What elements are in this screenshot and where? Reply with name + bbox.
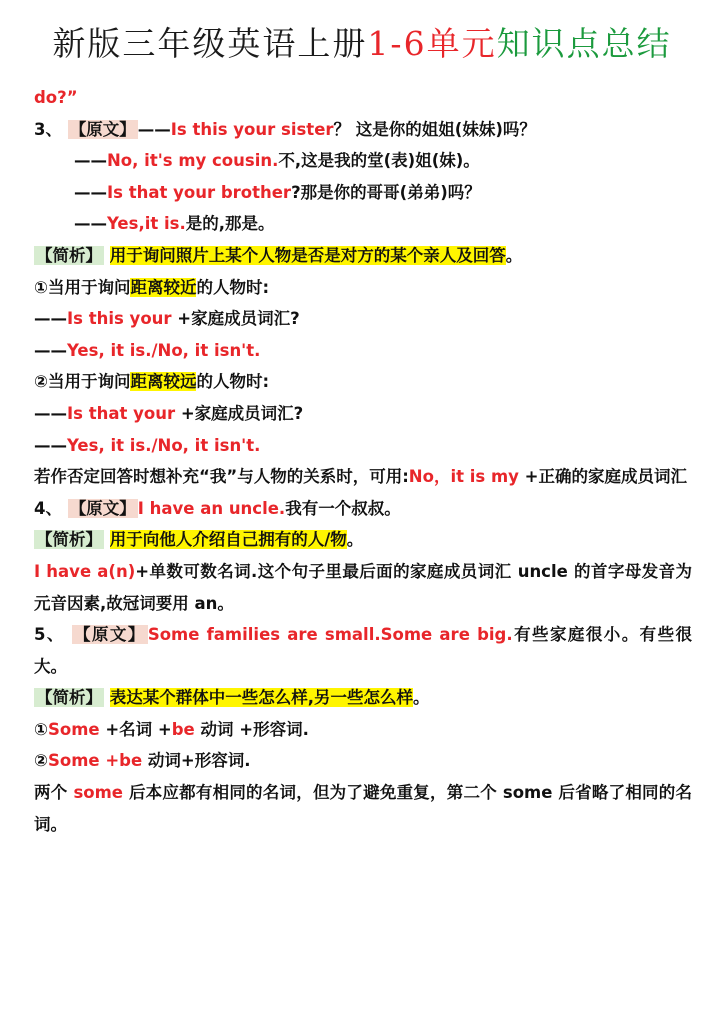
punctuation: 。 <box>505 245 523 265</box>
highlighted-note: 用于询问照片上某个人物是否是对方的某个亲人及回答 <box>109 245 506 265</box>
note-text: 后本应都有相同的名词，但为了避免重复，第二个 some 后省略了相同的名词。 <box>34 783 693 834</box>
usage-text: ①当用于询问 <box>34 277 131 297</box>
highlighted-note: 表达某个群体中一些怎么样,另一些怎么样 <box>109 688 414 708</box>
item-4-analysis <box>34 524 692 556</box>
title-part-summary: 知识点总结 <box>496 24 672 63</box>
some-note <box>34 777 692 840</box>
pattern-line <box>34 398 692 430</box>
english-sentence: I have an uncle. <box>137 498 286 518</box>
dash: —— <box>74 151 107 171</box>
english-pattern: Some <box>47 719 100 739</box>
punctuation: 。 <box>413 688 430 708</box>
item-number: 3、 <box>34 119 62 139</box>
dash: —— <box>34 403 67 423</box>
usage-text: 的人物时: <box>196 372 270 392</box>
chinese-translation: 我有一个叔叔。 <box>285 498 401 518</box>
item-4-original <box>34 493 692 525</box>
pattern-text: +家庭成员词汇? <box>175 403 304 423</box>
chinese-translation: ？ 这是你的姐姐(妹妹)吗？ <box>333 119 536 139</box>
pattern-text: 动词+形容词. <box>142 751 251 771</box>
usage-text: ②当用于询问 <box>34 372 131 392</box>
english-sentence: Some families are small.Some are big. <box>147 625 513 645</box>
pattern-text: +名词 + <box>99 719 172 739</box>
pattern-text: +家庭成员词汇? <box>171 309 300 329</box>
item-number: 4、 <box>34 498 62 518</box>
note-text: 若作否定回答时想补充“我”与人物的关系时，可用: <box>34 467 409 487</box>
some-pattern-1 <box>34 714 692 746</box>
pattern-line <box>34 430 692 462</box>
highlighted-note: 用于向他人介绍自己拥有的人/物 <box>109 530 347 550</box>
english-pattern: Yes, it is./No, it isn't. <box>67 340 261 360</box>
english-pattern: No，it is my <box>408 467 519 487</box>
item-3-original <box>34 114 692 146</box>
dialogue-line <box>34 145 692 177</box>
original-tag: 【原文】 <box>69 498 136 518</box>
analysis-tag: 【简析】 <box>36 245 102 265</box>
english-pattern: Yes, it is./No, it isn't. <box>67 435 261 455</box>
page-title <box>0 18 724 65</box>
english-pattern: I have a(n) <box>34 561 136 581</box>
analysis-tag: 【简析】 <box>36 530 102 550</box>
english-pattern: some <box>73 783 123 803</box>
english-pattern: be <box>171 719 195 739</box>
dash: —— <box>34 309 67 329</box>
highlighted-keyword: 距离较近 <box>130 277 197 297</box>
note-text: +单数可数名词.这个句子里最后面的家庭成员词汇 uncle 的首字母发音为元音因素,故冠词要用 an。 <box>34 561 693 613</box>
pattern-line <box>34 303 692 335</box>
english-sentence: No, it's my cousin. <box>107 151 279 171</box>
item-number: 5、 <box>34 625 65 645</box>
highlighted-keyword: 距离较远 <box>130 372 197 392</box>
original-tag: 【原文】 <box>74 625 146 645</box>
item-5-original <box>34 619 692 682</box>
item-5-analysis <box>34 682 692 714</box>
pattern-text: ① <box>34 719 48 739</box>
analysis-tag: 【简析】 <box>36 688 102 708</box>
line-do-text: do?” <box>34 88 78 107</box>
english-sentence: Is this your sister <box>170 119 334 139</box>
article-note <box>34 556 692 619</box>
some-pattern-2 <box>34 745 692 777</box>
pattern-text: ② <box>34 751 48 771</box>
dash: —— <box>74 214 107 234</box>
english-pattern: Some +be <box>47 751 143 771</box>
title-part-main: 新版三年级英语上册 <box>52 24 368 63</box>
chinese-translation: 是的,那是。 <box>185 214 275 234</box>
negative-answer-note <box>34 461 692 493</box>
dash: —— <box>34 340 67 360</box>
note-text: +正确的家庭成员词汇 <box>518 467 687 487</box>
chinese-translation: ?那是你的哥哥(弟弟)吗？ <box>291 182 481 202</box>
chinese-translation: 不,这是我的堂(表)姐(妹)。 <box>278 151 480 171</box>
pattern-line <box>34 335 692 367</box>
original-tag: 【原文】 <box>69 119 136 139</box>
english-pattern: Is that your <box>67 403 176 423</box>
pattern-text: 动词 +形容词. <box>194 719 309 739</box>
document-body <box>34 82 692 840</box>
dialogue-line <box>34 208 692 240</box>
item-3-analysis <box>34 240 692 272</box>
dash: —— <box>137 119 171 139</box>
usage-far <box>34 366 692 398</box>
dash: —— <box>74 182 107 202</box>
title-part-units: 1-6单元 <box>367 24 497 63</box>
usage-near <box>34 272 692 304</box>
english-pattern: Is this your <box>67 309 172 329</box>
line-do <box>34 82 692 114</box>
english-sentence: Is that your brother <box>107 182 292 202</box>
chinese-translation: 有些家庭很小。有些很大。 <box>34 625 693 676</box>
note-text: 两个 <box>34 783 74 803</box>
dash: —— <box>34 435 67 455</box>
usage-text: 的人物时: <box>196 277 270 297</box>
english-sentence: Yes,it is. <box>107 214 186 234</box>
dialogue-line <box>34 177 692 209</box>
punctuation: 。 <box>346 530 364 550</box>
